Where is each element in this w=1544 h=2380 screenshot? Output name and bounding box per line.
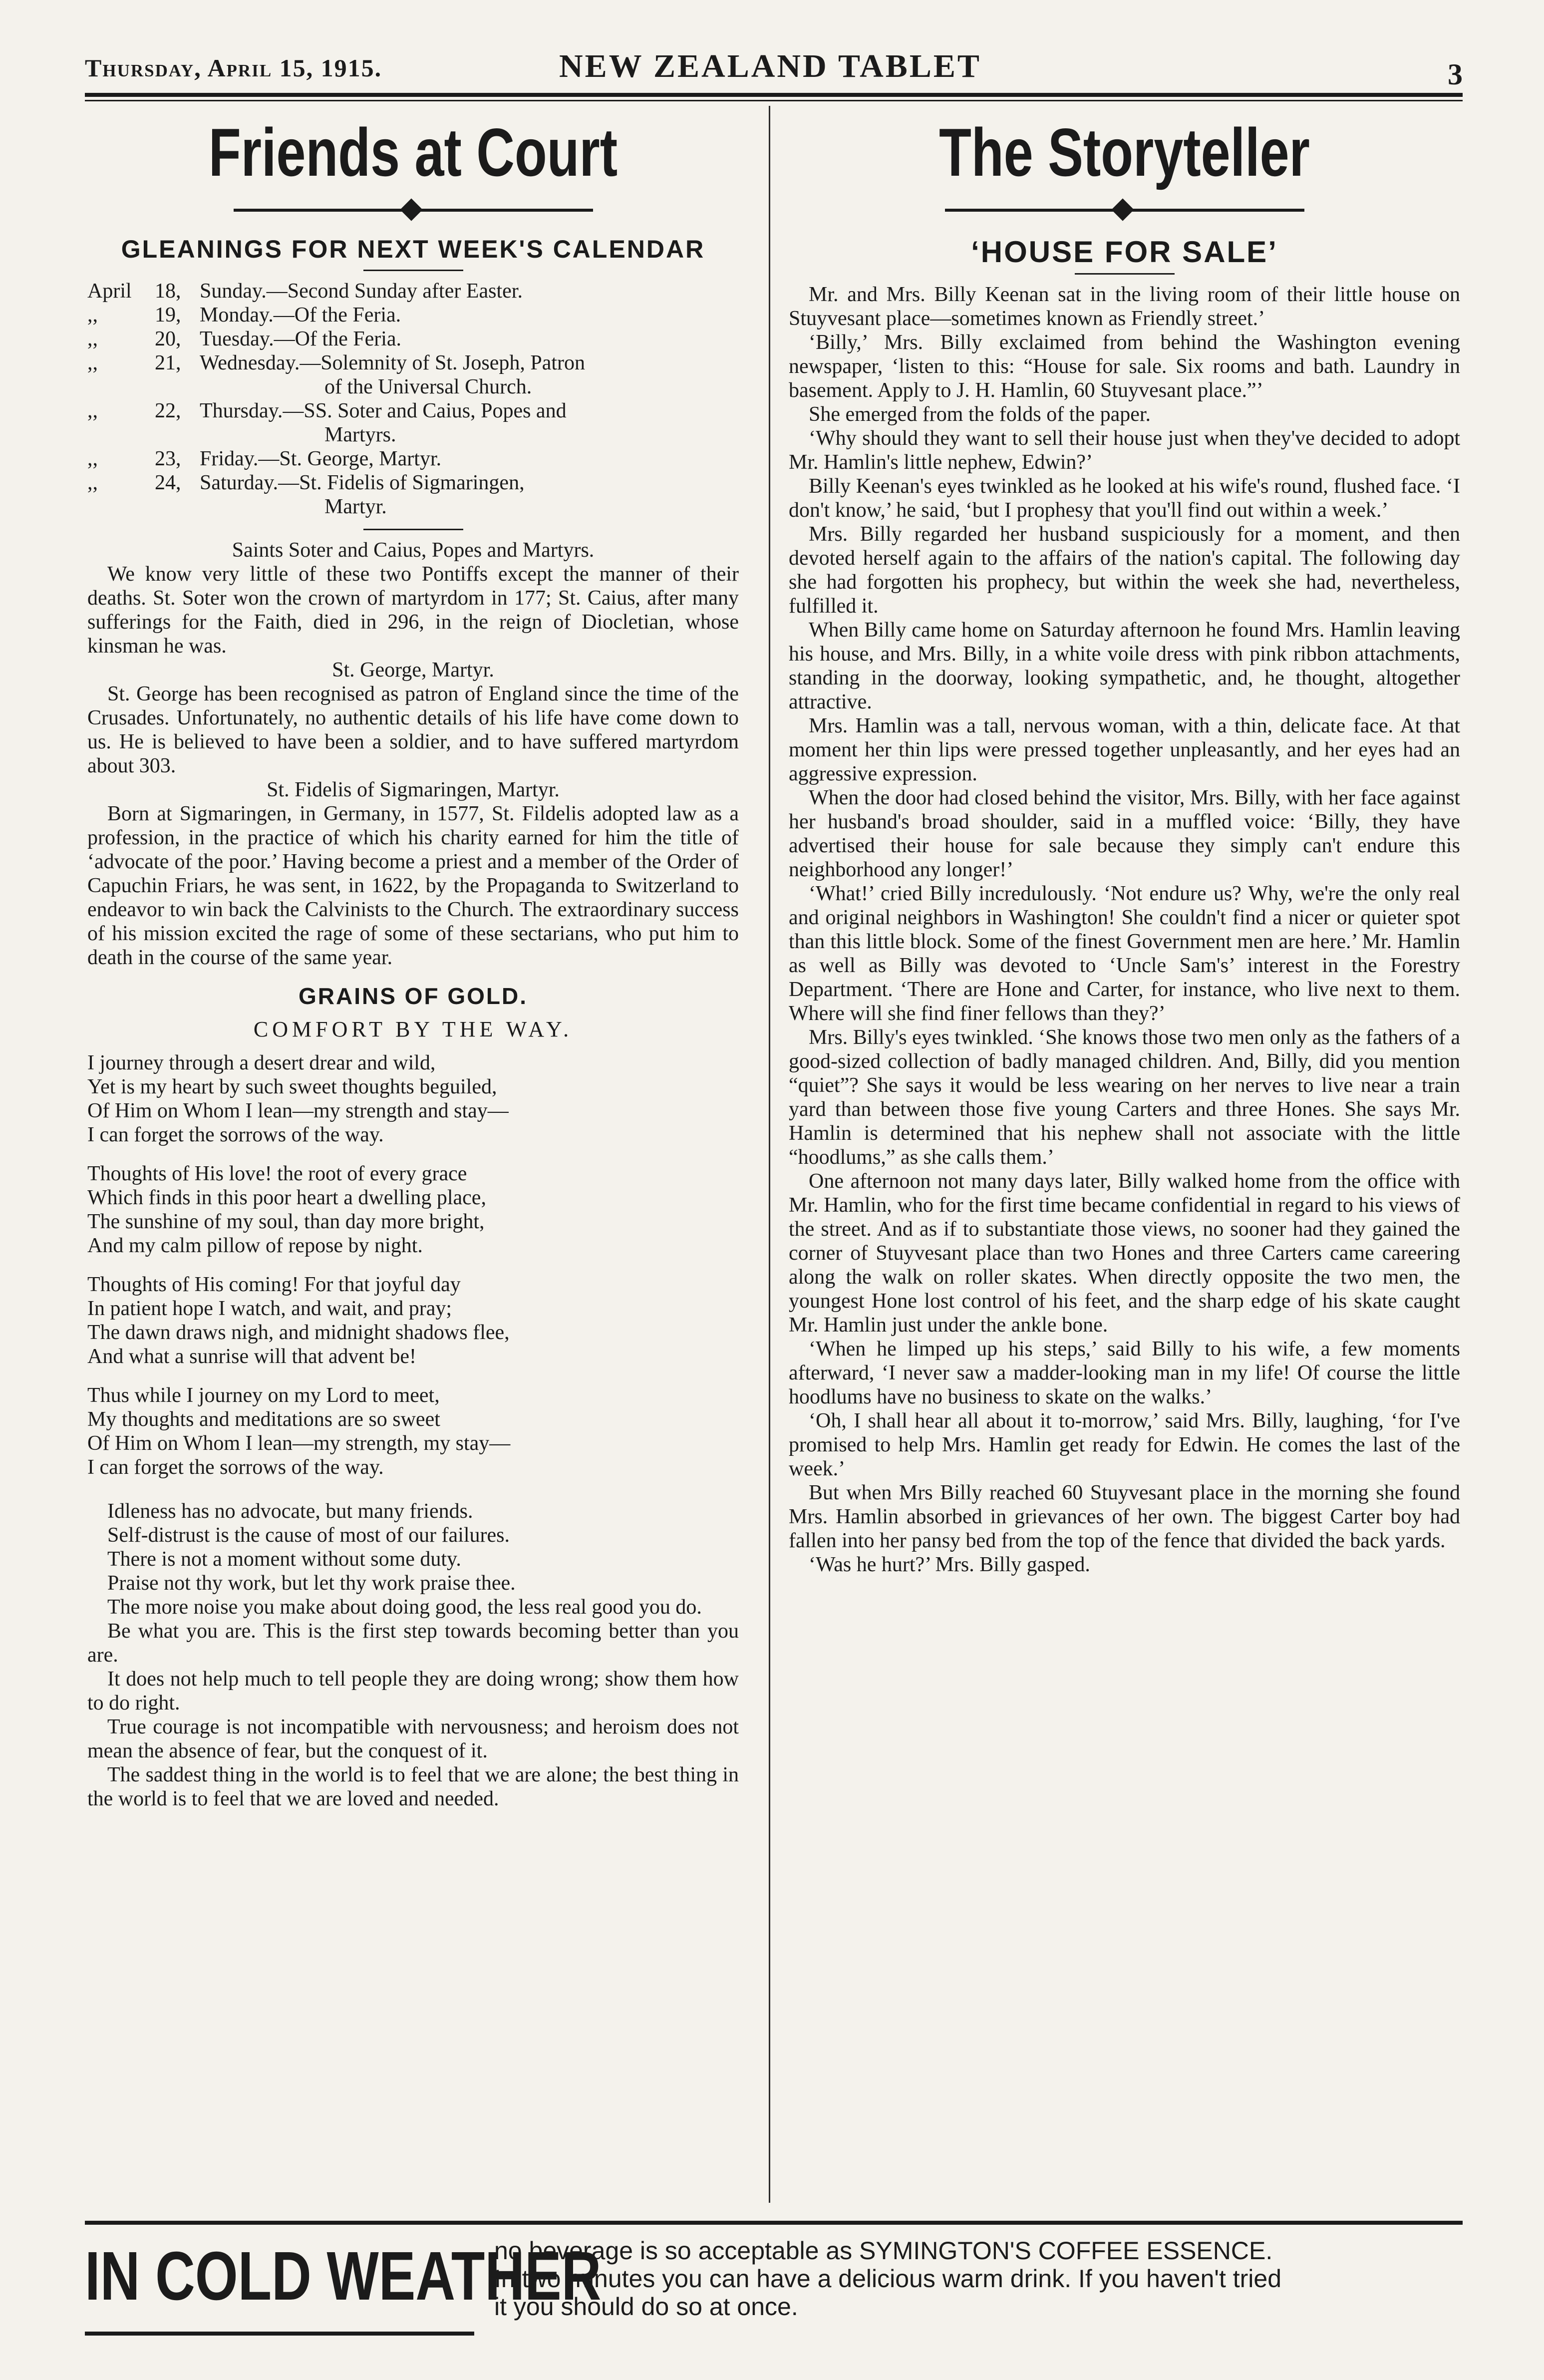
left-column [87,110,739,1811]
calendar-entry-cont: Martyr. [324,495,387,518]
poem-stanza: Thoughts of His coming! For that joyful day In patient hope I watch, and wait, and pray; The dawn draws nigh, and midnight shadows flee, And what a sunrise will that advent be! [87,1273,510,1368]
story-paragraph: Mrs. Hamlin was a tall, nervous woman, with a thin, delicate face. At that moment her thin lips were pressed together unpleasantly, and her eyes had an aggressive expression. [789,714,1460,785]
maxim: Be what you are. This is the first step towards becoming better than you are. [87,1620,739,1667]
story-paragraph: ‘What!’ cried Billy incredulously. ‘Not endure us? Why, we're the only real and original neighbors in Washington! She couldn't find a nicer or quieter spot than this little block. Some of the finest Government men are here.’ Mr. Hamlin as well as Billy was devoted to ‘Uncle Sam's’ interest in the Forestry Department. ‘There are Hone and Carter, for instance, who live next to them. Where will she find finer fellows than they?’ [789,882,1460,1025]
grains-of-gold-title: GRAINS OF GOLD. [299,983,528,1009]
right-column [789,110,1460,1577]
maxim: It does not help much to tell people they are doing wrong; show them how to do right. [87,1668,739,1714]
maxims-list [87,1499,739,1811]
header-rule-thin [85,100,1463,101]
saint-heading: Saints Soter and Caius, Popes and Martyrs. [232,539,595,562]
advert-underline [85,2332,474,2336]
saint-heading: St. Fidelis of Sigmaringen, Martyr. [267,778,560,801]
maxim: The more noise you make about doing good, the less real good you do. [107,1596,702,1619]
running-header [85,47,1463,91]
story-paragraph: ‘Was he hurt?’ Mrs. Billy gasped. [809,1553,1090,1576]
short-rule [363,270,463,271]
story-paragraph: ‘Why should they want to sell their house just when they've decided to adopt Mr. Hamlin's little nephew, Edwin?’ [789,427,1460,474]
maxim: There is not a moment without some duty. [107,1548,461,1571]
calendar-entry-cont: of the Universal Church. [324,375,532,398]
calendar-entry: ,, 20, Tuesday.—Of the Feria. [87,328,402,350]
publication-title: NEW ZEALAND TABLET [559,48,981,84]
story-paragraph: Mrs. Billy regarded her husband suspiciously for a moment, and then devoted herself again to the affairs of the nation's capital. The following day she had forgotten his prophecy, but within the week she had, nevertheless, fulfilled it. [789,523,1460,618]
story-paragraph: ‘Billy,’ Mrs. Billy exclaimed from behind the Washington evening newspaper, ‘listen to this: “House for sale. Six rooms and bath. Laundry in basement. Apply to J. H. Hamlin, 60 Stuyvesant place.”’ [789,331,1460,402]
saint-paragraph: St. George has been recognised as patron of England since the time of the Crusades. Unfortunately, no authentic details of his life have come down to us. He is believed to have been a soldier, and to have suffered martyrdom about 303. [87,682,739,777]
calendar-entry: ,, 24, Saturday.—St. Fidelis of Sigmaringen, [87,471,525,494]
calendar-subhead: GLEANINGS FOR NEXT WEEK'S CALENDAR [121,235,705,263]
header-rule [85,93,1463,97]
calendar-entry: ,, 22, Thursday.—SS. Soter and Caius, Popes and [87,399,567,422]
maxim: Idleness has no advocate, but many friends. [107,1500,473,1523]
section-title-friends-at-court: Friends at Court [208,114,618,190]
maxim: Self-distrust is the cause of most of our failures. [107,1524,510,1547]
poem-stanza: I journey through a desert drear and wild, Yet is my heart by such sweet thoughts beguiled, Of Him on Whom I lean—my strength and stay— I can forget the sorrows of the way. [87,1051,509,1146]
maxim: Praise not thy work, but let thy work praise thee. [107,1572,516,1595]
maxim: The saddest thing in the world is to feel that we are alone; the best thing in the world is to feel that we are loved and needed. [87,1763,739,1810]
poem-stanza: Thus while I journey on my Lord to meet, My thoughts and meditations are so sweet Of Him on Whom I lean—my strength, my stay— I can forget the sorrows of the way. [87,1384,511,1479]
story-paragraph: Billy Keenan's eyes twinkled as he looked at his wife's round, flushed face. ‘I don't know,’ he said, ‘but I prophesy that you'll find out within a week.’ [789,475,1460,522]
issue-date: Thursday, April 15, 1915. [85,54,382,82]
calendar-entry-cont: Martyrs. [324,423,396,446]
poem-stanza: Thoughts of His love! the root of every grace Which finds in this poor heart a dwelling place, The sunshine of my soul, than day more bright, And my calm pillow of repose by night. [87,1162,486,1257]
section-title-storyteller: The Storyteller [939,114,1310,190]
page-number: 3 [1448,58,1463,91]
column-divider [769,106,770,2203]
story-paragraph: ‘When he limped up his steps,’ said Billy to his wife, a few moments afterward, ‘I never saw a madder-looking man in my life! Of course the little hoodlums have no business to skate on the walks.’ [789,1338,1460,1408]
story-paragraph: Mrs. Billy's eyes twinkled. ‘She knows those two men only as the fathers of a good-sized collection of badly managed children. And, Billy, did you mention “quiet”? She says it would be less wearing on her nerves to live near a train yard than between those five young Carters and three Hones. She says Mr. Hamlin is determined that his nephew shall not associate with the little “hoodlums,” as she calls them.’ [789,1026,1460,1169]
poem-title: COMFORT BY THE WAY. [253,1017,573,1041]
saint-paragraph: Born at Sigmaringen, in Germany, in 1577, St. Fildelis adopted law as a profession, in the practice of which his charity earned for him the title of ‘advocate of the poor.’ Having become a priest and a member of the Order of Capuchin Friars, he was sent, in 1622, by the Propaganda to Switzerland to endeavor to win back the Calvinists to the Church. The extraordinary success of his mission excited the rage of some of these sectarians, who put him to death in the course of the same year. [87,802,739,969]
story-paragraph: Mr. and Mrs. Billy Keenan sat in the living room of their little house on Stuyvesant place—sometimes known as Friendly street.’ [789,283,1460,330]
story-title: ‘HOUSE FOR SALE’ [971,235,1278,269]
story-paragraph: But when Mrs Billy reached 60 Stuyvesant place in the morning she found Mrs. Hamlin absorbed in grievances of her own. The biggest Carter boy had fallen into her pansy bed from the top of the fence that divided the back yards. [789,1481,1460,1552]
story-paragraph: When the door had closed behind the visitor, Mrs. Billy, with her face against her husband's broad shoulder, said in a muffled voice: ‘Billy, they have advertised their house for sale because they simply can't endure this neighborhood any longer!’ [789,786,1460,881]
story-paragraph: ‘Oh, I shall hear all about it to-morrow,’ said Mrs. Billy, laughing, ‘for I've promised to help Mrs. Hamlin get ready for Edwin. He comes the last of the week.’ [789,1409,1460,1480]
maxim: True courage is not incompatible with nervousness; and heroism does not mean the absence of fear, but the conquest of it. [87,1715,739,1762]
advert-headline: IN COLD WEATHER [85,2238,602,2315]
calendar-entry: ,, 19, Monday.—Of the Feria. [87,304,401,327]
calendar-entry: ,, 23, Friday.—St. George, Martyr. [87,447,442,470]
advert-rule [85,2221,1463,2225]
advert-body: no beverage is so acceptable as SYMINGTON'S COFFEE ESSENCE. In two minutes you can have a delicious warm drink. If you haven't tried it you should do so at once. [494,2237,1282,2321]
calendar-list [87,279,739,519]
saint-heading: St. George, Martyr. [332,659,494,681]
story-paragraph: One afternoon not many days later, Billy walked home from the office with Mr. Hamlin, who for the first time became confidential in regard to his views of the street. And as if to substantiate those views, no sooner had they gained the corner of Stuyvesant place than two Hones and three Carters came careering along the walk on roller skates. When directly opposite the two men, the youngest Hone lost control of his feet, and the sharp edge of his skate caught Mr. Hamlin just under the ankle bone. [789,1170,1460,1337]
ornament-rule [945,200,1304,220]
calendar-entry: ,, 21, Wednesday.—Solemnity of St. Joseph, Patron [87,351,585,374]
story-paragraph: When Billy came home on Saturday afternoon he found Mrs. Hamlin leaving his house, and Mrs. Billy, in a white voile dress with pink ribbon attachments, standing in the doorway, looking sympathetic, and, he thought, altogether attractive. [789,619,1460,713]
saint-paragraph: We know very little of these two Pontiffs except the manner of their deaths. St. Soter won the crown of martyrdom in 177; St. Caius, after many sufferings for the Faith, died in 296, in the reign of Diocletian, whose kinsman he was. [87,563,739,658]
short-rule [1075,273,1175,275]
coffee-advertisement [85,2232,1463,2362]
ornament-rule [234,200,593,220]
story-paragraph: She emerged from the folds of the paper. [809,403,1151,426]
short-rule [363,529,463,530]
calendar-entry: April 18, Sunday.—Second Sunday after Easter. [87,280,523,303]
